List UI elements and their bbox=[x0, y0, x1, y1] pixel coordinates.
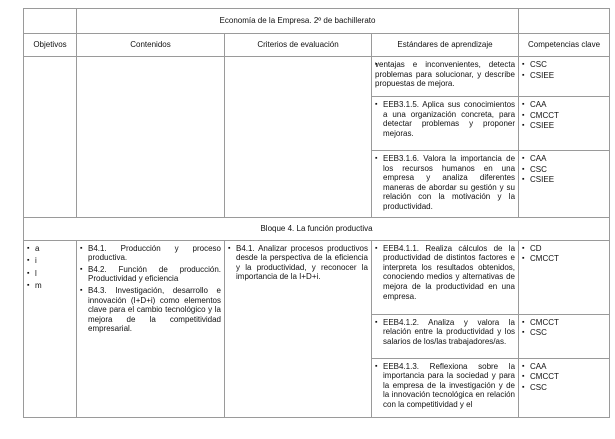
competence-badge: ▪ CSIEE bbox=[522, 71, 606, 81]
competence-badge: ▪ CAA bbox=[522, 154, 606, 164]
table-corner-cell bbox=[24, 9, 77, 34]
standard-text: ▪ EEB4.1.1. Realiza cálculos de la productividad de distintos factores e interpreta los resultados obtenidos, conociendo medios y alternativas de mejora de la productividad en una empresa. bbox=[375, 244, 515, 302]
header-contents: Contenidos bbox=[77, 34, 225, 57]
table-corner-cell bbox=[519, 9, 610, 34]
competence-badge: ▪ CMCCT bbox=[522, 372, 606, 382]
curriculum-table bbox=[23, 8, 610, 418]
block-title: Bloque 4. La función productiva bbox=[24, 217, 610, 240]
competence-badge: ▪ CSC bbox=[522, 165, 606, 175]
standard-text: ▪ ventajas e inconvenientes, detecta problemas para solucionar, y describe propuestas de mejora. bbox=[375, 60, 515, 89]
competence-badge: ▪ CAA bbox=[522, 362, 606, 372]
competence-badge: ▪ CMCCT bbox=[522, 111, 606, 121]
objective-item: ▪ i bbox=[27, 256, 73, 266]
objective-item: ▪ a bbox=[27, 244, 73, 254]
standard-text: ▪ EEB4.1.2. Analiza y valora la relación entre la productividad y los salarios de los/las trabajadores/as. bbox=[375, 318, 515, 347]
content-item: ▪ B4.1. Producción y proceso productiva. bbox=[80, 244, 221, 263]
header-criteria: Criterios de evaluación bbox=[225, 34, 372, 57]
competence-badge: ▪ CMCCT bbox=[522, 318, 606, 328]
header-standards: Estándares de aprendizaje bbox=[372, 34, 519, 57]
content-item: ▪ B4.2. Función de producción. Productividad y eficiencia bbox=[80, 265, 221, 284]
competence-badge: ▪ CMCCT bbox=[522, 254, 606, 264]
competence-badge: ▪ CSC bbox=[522, 383, 606, 393]
competence-badge: ▪ CSIEE bbox=[522, 175, 606, 185]
header-competences: Competencias clave bbox=[519, 34, 610, 57]
competence-badge: ▪ CD bbox=[522, 244, 606, 254]
table-title: Economía de la Empresa. 2º de bachillerato bbox=[77, 9, 519, 34]
competence-badge: ▪ CAA bbox=[522, 100, 606, 110]
header-objectives: Objetivos bbox=[24, 34, 77, 57]
standard-text: ▪ EEB4.1.3. Reflexiona sobre la importancia para la sociedad y para la empresa de la investigación y de la innovación tecnológica en relación con la competitividad y el bbox=[375, 362, 515, 410]
table-row bbox=[24, 57, 610, 218]
competence-badge: ▪ CSIEE bbox=[522, 121, 606, 131]
content-item: ▪ B4.3. Investigación, desarrollo e innovación (I+D+i) como elementos clave para el cambio tecnológico y la mejora de la competitividad empresarial. bbox=[80, 286, 221, 334]
competence-badge: ▪ CSC bbox=[522, 60, 606, 70]
competence-badge: ▪ CSC bbox=[522, 328, 606, 338]
standard-text: ▪ EEB3.1.5. Aplica sus conocimientos a una organización concreta, para detectar problemas y proponer mejoras. bbox=[375, 100, 515, 138]
criterion-item: ▪ B4.1. Analizar procesos productivos desde la perspectiva de la eficiencia y la productividad, y reconocer la importancia de la I+D+i. bbox=[228, 244, 368, 282]
objective-item: ▪ m bbox=[27, 281, 73, 291]
objective-item: ▪ l bbox=[27, 269, 73, 279]
table-row bbox=[24, 240, 610, 417]
standard-text: ▪ EEB3.1.6. Valora la importancia de los recursos humanos en una empresa y analiza diferentes maneras de abordar su gestión y su relación con la motivación y la productividad. bbox=[375, 154, 515, 212]
